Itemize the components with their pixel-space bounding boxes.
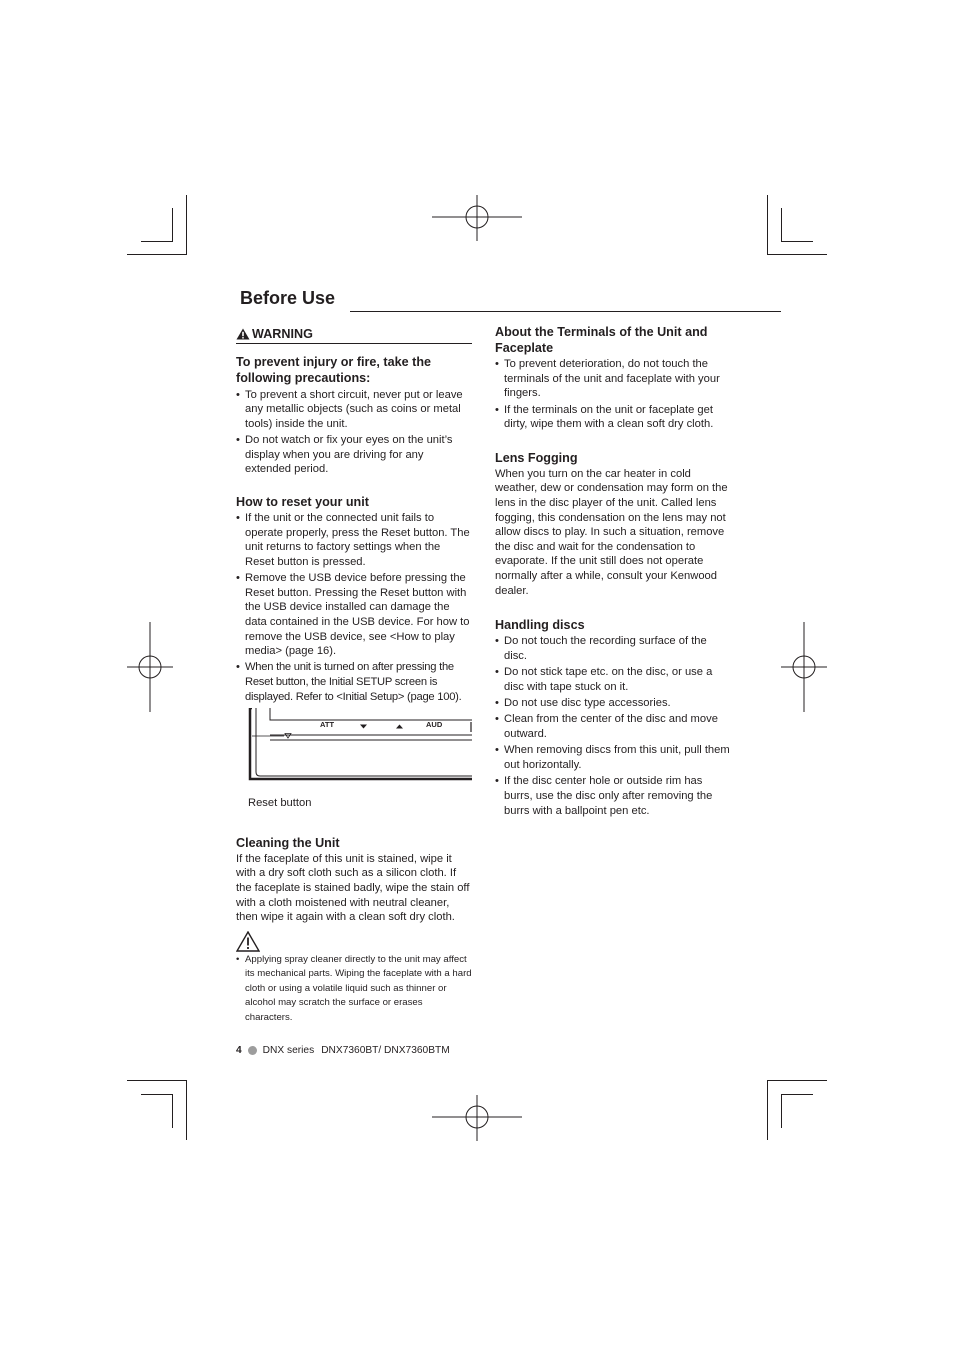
- precautions-heading: To prevent injury or fire, take the following precautions:: [236, 354, 432, 385]
- list-item: • Do not stick tape etc. on the disc, or use a disc with tape stuck on it.: [495, 665, 730, 694]
- reset-list: [236, 511, 472, 704]
- list-item: • To prevent deterioration, do not touch the terminals of the unit and faceplate with your fingers.: [495, 357, 730, 401]
- left-column: [236, 327, 472, 1027]
- list-item: • Clean from the center of the disc and move outward.: [495, 712, 730, 741]
- att-button-label: ATT: [320, 720, 335, 730]
- list-item: • Applying spray cleaner directly to the unit may affect its mechanical parts. Wiping the faceplate with a hard cloth or using a volatile liquid such as thinner or alcohol may scratch the surface or erases characters.: [236, 953, 472, 1026]
- cleaning-heading: Cleaning the Unit: [236, 835, 340, 850]
- registration-mark-left: [127, 622, 173, 712]
- right-column: [495, 324, 730, 820]
- discs-list: [495, 634, 730, 818]
- list-item: • When removing discs from this unit, pull them out horizontally.: [495, 743, 730, 772]
- caution-icon: [236, 931, 260, 952]
- discs-heading: Handling discs: [495, 618, 585, 633]
- list-item: • Do not use disc type accessories.: [495, 696, 730, 711]
- list-item: • If the unit or the connected unit fails to operate properly, press the Reset button. The unit returns to factory settings when the Reset button is pressed.: [236, 511, 472, 569]
- page-footer: [236, 1045, 450, 1056]
- aud-button-label: AUD: [426, 720, 443, 730]
- caution-list: [236, 953, 472, 1026]
- page-title: Before Use: [240, 288, 336, 308]
- registration-mark-bottom: [432, 1095, 522, 1141]
- warning-heading: [236, 327, 472, 344]
- terminals-list: [495, 357, 730, 432]
- figure-caption: Reset button: [248, 797, 312, 810]
- reset-button-marker: [285, 734, 291, 739]
- registration-mark-top: [432, 195, 522, 241]
- registration-mark-right: [781, 622, 827, 712]
- fogging-heading: Lens Fogging: [495, 450, 578, 465]
- list-item: • When the unit is turned on after pressing the Reset button, the Initial SETUP screen is displayed. Refer to <Initial Setup> (page 100).: [236, 660, 472, 704]
- cleaning-text: If the faceplate of this unit is stained, wipe it with a dry soft cloth such as a silicon cloth. If the faceplate is stained badly, wipe the stain off with a cloth moistened with neutral cleaner, then wipe it again with a clean soft dry cloth.: [236, 852, 470, 924]
- list-item: • Do not touch the recording surface of the disc.: [495, 634, 730, 663]
- warning-label: WARNING: [252, 327, 313, 341]
- list-item: • Remove the USB device before pressing the Reset button. Pressing the Reset button with the USB device installed can damage the data contained in the USB device. For how to remove the USB device, see <How to play media> (page 16).: [236, 571, 472, 659]
- terminals-heading: About the Terminals of the Unit and Faceplate: [495, 325, 708, 355]
- precautions-list: [236, 388, 472, 477]
- footer-series: DNX series: [262, 1045, 315, 1056]
- fogging-text: When you turn on the car heater in cold weather, dew or condensation may form on the lens in the disc player of the unit. Called lens fogging, this condensation on the lens may not allow discs to play. In such a situation, remove the disc and wait for the condensation to evaporate. If the unit still does not operate normally after a while, consult your Kenwood dealer.: [495, 467, 728, 597]
- title-rule: [350, 311, 781, 312]
- list-item: • If the terminals on the unit or faceplate get dirty, wipe them with a clean soft dry cloth.: [495, 403, 730, 432]
- footer-models: DNX7360BT/ DNX7360BTM: [321, 1045, 450, 1056]
- page-number: 4: [236, 1045, 242, 1056]
- reset-button-figure: [236, 708, 472, 788]
- list-item: • If the disc center hole or outside rim has burrs, use the disc only after removing the burrs with a ballpoint pen etc.: [495, 774, 730, 818]
- page-dot-icon: [248, 1046, 257, 1055]
- list-item: • Do not watch or fix your eyes on the unit’s display when you are driving for any extended period.: [236, 433, 472, 477]
- reset-heading: How to reset your unit: [236, 494, 369, 509]
- warning-triangle-icon: [236, 328, 250, 340]
- list-item: • To prevent a short circuit, never put or leave any metallic objects (such as coins or metal tools) inside the unit.: [236, 388, 472, 432]
